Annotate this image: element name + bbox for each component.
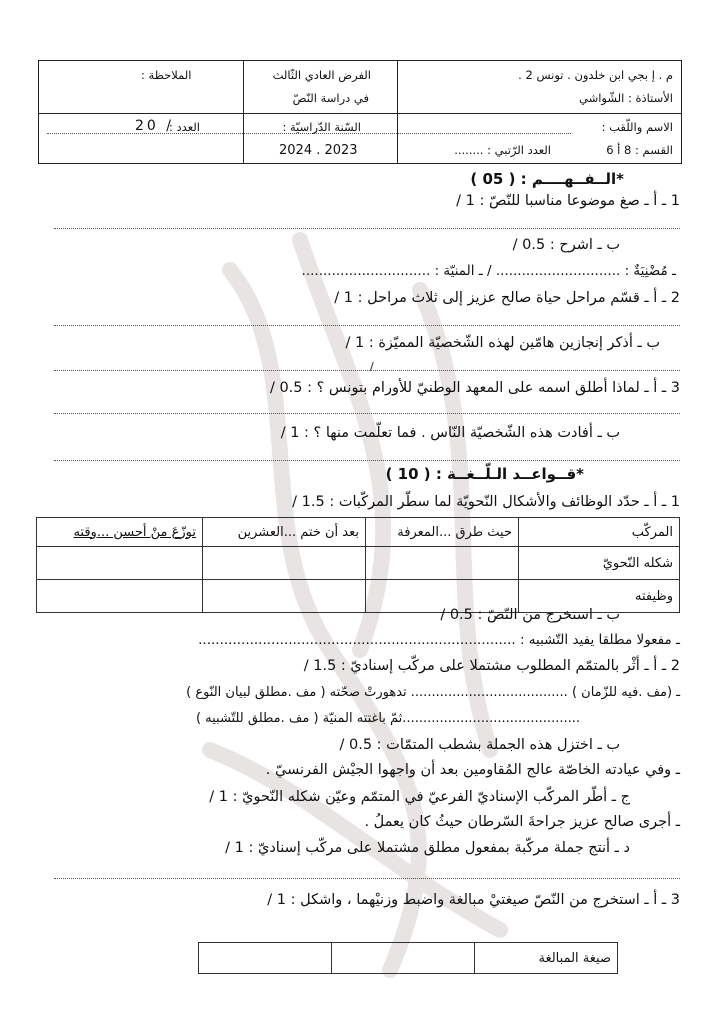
table-cell[interactable] [37, 580, 203, 613]
question-g3a: 3 ـ أ ـ استخرج من النّصّ صيغتيْ مبالغة واضبط وزنيْهما ، واشكل : 1 / [267, 892, 680, 908]
table-cell[interactable] [203, 547, 366, 580]
table-header-cell: المركّب [519, 518, 680, 547]
question-1b: ب ـ اشرح : 0.5 / [512, 237, 620, 253]
question-g2c: ج ـ أطّر المركّب الإسناديّ الفرعيّ في المتمّم وعيّن شكله النّحويّ : 1 / [209, 789, 630, 805]
exam-title: الفرض العادي الثّالث [272, 68, 371, 82]
table-header-cell: صيغة المبالغة [475, 943, 618, 974]
answer-line[interactable] [54, 228, 680, 229]
exam-subject: في دراسة النّصّ [292, 91, 369, 105]
question-3a: 3 ـ أ ـ لماذا أطلق اسمه على المعهد الوطنيّ للأورام بتونس ؟ : 0.5 / [269, 380, 680, 396]
rank-label: العدد الرّتبي : ........ [454, 143, 551, 157]
table-row-label: شكله النّحويّ [519, 547, 680, 580]
question-1a: 1 ـ أ ـ صغ موضوعا مناسبا للنّصّ : 1 / [456, 193, 680, 209]
section-grammar-title: *قــواعــد الـلّــغــة : ( 10 ) [385, 465, 584, 483]
question-g1b: ب ـ استخرج من النّصّ : 0.5 / [440, 607, 620, 623]
grade-label: العدد : [169, 120, 200, 134]
question-g2b-sentence: ـ وفي عيادته الخاصّة عالج المُقاومين بعد أن واجهوا الجيْش الفرنسيّ . [265, 762, 680, 778]
school-name: م . إ بجي ابن خلدون . تونس 2 . [518, 68, 673, 82]
answer-line[interactable] [54, 460, 680, 461]
teacher-name: الأستاذة : الشّواشي [578, 91, 673, 105]
question-g2a-line1[interactable]: ـ (مف .فيه للزّمان ) ...................................... تدهورتْ صحّته ( مف .مطلق لبيان النّوع ) [186, 685, 680, 700]
functions-table [36, 517, 680, 613]
table-header-cell: توزّعَ منْ أحسن ...وقته [37, 518, 203, 547]
school-year-value: 2024 . 2023 [279, 143, 358, 158]
class-label: القسم : 8 أ 6 [606, 143, 673, 157]
question-g1a: 1 ـ أ ـ حدّد الوظائف والأشكال النّحويّة لما سطّر المركّبات : 1.5 / [292, 494, 680, 510]
table-header-cell: بعد أن ختم ...العشرين [203, 518, 366, 547]
question-g2c-sentence: ـ أجرى صالح عزيز جراحةَ السّرطان حيثُ كان يعملُ . [364, 814, 680, 830]
question-g2b: ب ـ اختزل هذه الجملة بشطب المتمّات : 0.5 / [339, 737, 620, 753]
table-row [199, 943, 618, 974]
exaggeration-table [198, 942, 618, 974]
table-row [37, 518, 680, 547]
header-table [38, 60, 682, 164]
question-g2d: د ـ أنتج جملة مركّبة بمفعول مطلق مشتملا على مركّب إسناديّ : 1 / [225, 840, 630, 856]
question-g1b-item[interactable]: ـ مفعولا مطلقا يفيد التّشبيه : .......................................................................... [198, 632, 680, 648]
table-row-label: وظيفته [519, 580, 680, 613]
answer-line[interactable] [54, 878, 680, 879]
answer-separator: / [370, 360, 374, 373]
table-row [37, 547, 680, 580]
remarks-label: الملاحظة : [141, 68, 192, 82]
question-g2a: 2 ـ أ ـ أثْر بالمتمّم المطلوب مشتملا على مركّب إسناديّ : 1.5 / [303, 658, 680, 674]
table-cell[interactable] [37, 547, 203, 580]
answer-line[interactable] [54, 370, 680, 371]
section-comprehension-title: *الــفــهــــم : ( 05 ) [470, 170, 624, 188]
table-cell[interactable] [332, 943, 475, 974]
question-3b: ب ـ أفادت هذه الشّخصيّة النّاس . فما تعلّمت منها ؟ : 1 / [280, 425, 620, 441]
school-year-label: السّنة الدّراسيّة : [282, 120, 361, 134]
question-2a: 2 ـ أ ـ قسّم مراحل حياة صالح عزيز إلى ثلاث مراحل : 1 / [334, 290, 680, 306]
table-cell[interactable] [199, 943, 332, 974]
question-1b-words[interactable]: ـ مُضْنِيَةٌ : ............................. / ـ المنيّة : .............................. [301, 263, 676, 279]
answer-line[interactable] [54, 325, 680, 326]
answer-line[interactable] [54, 413, 680, 414]
table-header-cell: حيث طرق ...المعرفة [366, 518, 519, 547]
grade-value: 20 / [135, 118, 174, 134]
question-g2a-line2[interactable]: ...........................................ثمّ باغتته المنيّة ( مف .مطلق للتّشبيه ) [195, 711, 580, 726]
question-2b: ب ـ أذكر إنجازين هامّين لهذه الشّخصيّة المميّزة : 1 / [345, 335, 660, 351]
table-cell[interactable] [366, 547, 519, 580]
table-cell[interactable] [203, 580, 366, 613]
student-name-label: الاسم واللّقب : [601, 120, 673, 134]
